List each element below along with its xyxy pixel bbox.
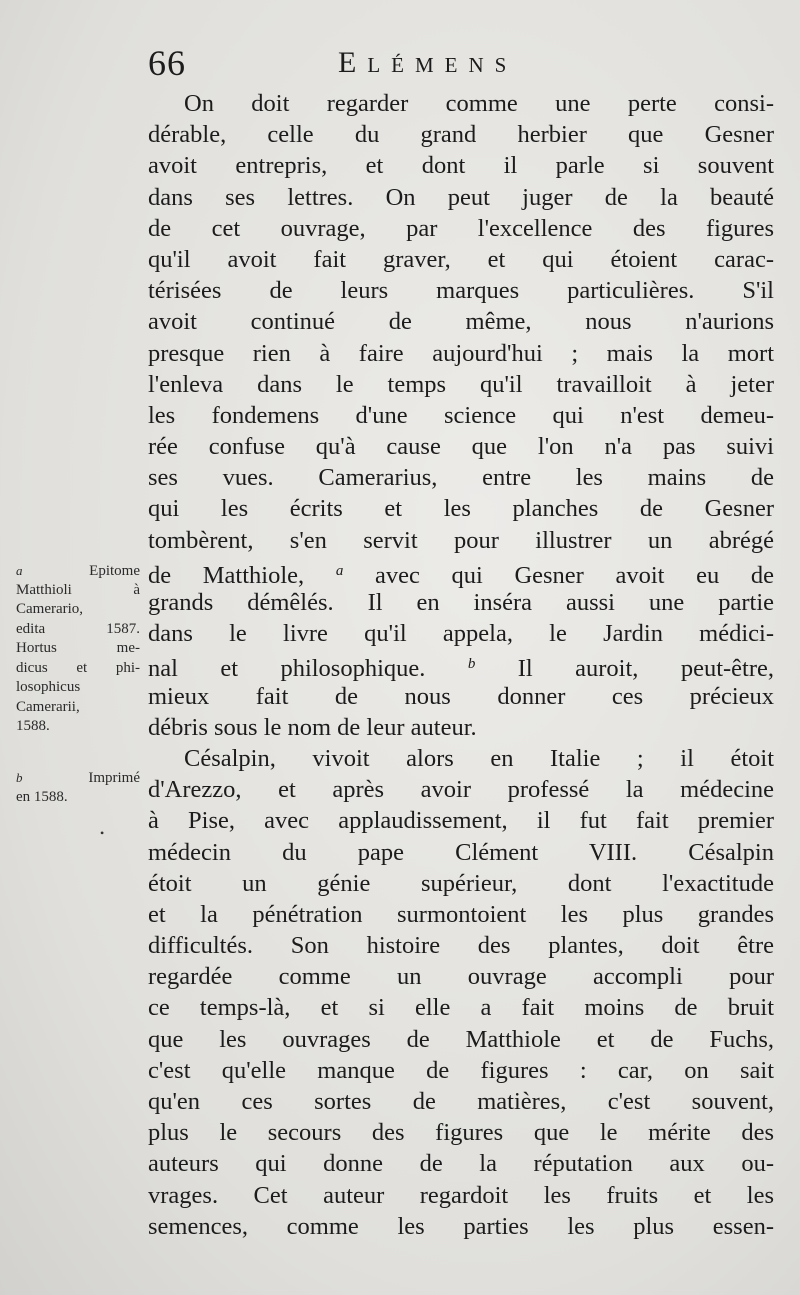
margin-note-line: Matthioli à	[16, 581, 140, 598]
margin-note-label: b	[16, 770, 23, 785]
text-line: ce temps-là, et si elle a fait moins de bruit	[148, 994, 774, 1022]
text-line: d'Arezzo, et après avoir professé la médecine	[148, 776, 774, 804]
text-line: ses vues. Camerarius, entre les mains de	[148, 464, 774, 492]
text-line: dérable, celle du grand herbier que Gesner	[148, 121, 774, 149]
text-line: que les ouvrages de Matthiole et de Fuchs,	[148, 1025, 774, 1053]
footnote-mark-a: a	[335, 562, 344, 579]
text-line: plus le secours des figures que le mérite des	[148, 1119, 774, 1147]
margin-note-b	[16, 768, 140, 807]
margin-note-text: Epitome	[89, 563, 140, 579]
text-line: étoit un génie supérieur, dont l'exactitude	[148, 869, 774, 897]
text-line: difficultés. Son histoire des plantes, doit être	[148, 932, 774, 960]
text-line: semences, comme les parties les plus essen-	[148, 1212, 774, 1240]
text-line: avoit continué de même, nous n'aurions	[148, 308, 774, 336]
running-head: Elémens	[338, 46, 518, 79]
text-line: regardée comme un ouvrage accompli pour	[148, 963, 774, 991]
text-line: qui les écrits et les planches de Gesner	[148, 495, 774, 523]
text-line: dans le livre qu'il appela, le Jardin médici-	[148, 620, 774, 648]
text-line: térisées de leurs marques particulières. S'il	[148, 277, 774, 305]
text-line: presque rien à faire aujourd'hui ; mais la mort	[148, 339, 774, 367]
margin-note-line: en 1588.	[16, 788, 68, 805]
text-line: mieux fait de nous donner ces précieux	[148, 682, 774, 710]
text-line: vrages. Cet auteur regardoit les fruits et les	[148, 1181, 774, 1209]
margin-note-line: Camerario,	[16, 601, 84, 617]
margin-note-line: Hortus me-	[16, 640, 140, 656]
text-line: rée confuse qu'à cause que l'on n'a pas suivi	[148, 433, 774, 461]
margin-note-line	[16, 768, 140, 788]
margin-note-line: Camerarii,	[16, 698, 80, 715]
text-line-with-footnote-b	[148, 649, 774, 683]
page-number: 66	[148, 43, 186, 83]
text-line: qu'en ces sortes de matières, c'est souvent,	[148, 1088, 774, 1115]
text-segment: avec qui Gesner avoit eu de	[374, 561, 775, 589]
margin-note-label: a	[16, 563, 23, 578]
text-line: dans ses lettres. On peut juger de la beauté	[148, 183, 774, 211]
margin-note-a	[16, 561, 140, 737]
margin-note-text: Imprimé	[88, 770, 140, 786]
margin-note-line: dicus et phi-	[16, 659, 140, 676]
text-line: Césalpin, vivoit alors en Italie ; il étoit	[184, 744, 774, 772]
margin-note-line: 1588.	[16, 718, 50, 734]
text-line: tombèrent, s'en servit pour illustrer un abrégé	[148, 526, 774, 554]
text-segment: nal et philosophique.	[148, 655, 426, 683]
text-line: à Pise, avec applaudissement, il fut fait premier	[148, 807, 774, 835]
text-line: débris sous le nom de leur auteur.	[148, 713, 477, 741]
text-line: grands démêlés. Il en inséra aussi une partie	[148, 589, 774, 616]
text-line: qu'il avoit fait graver, et qui étoient carac-	[148, 245, 774, 273]
text-line: c'est qu'elle manque de figures : car, on sait	[148, 1056, 774, 1084]
text-line: de cet ouvrage, par l'excellence des figures	[148, 214, 774, 242]
text-segment: de Matthiole,	[148, 561, 305, 589]
page-header	[148, 42, 788, 90]
text-line-with-footnote-a	[148, 556, 774, 587]
margin-note-line	[16, 561, 140, 581]
text-line: les fondemens d'une science qui n'est demeu-	[148, 401, 774, 429]
margin-note-line: edita 1587.	[16, 620, 140, 637]
text-line: avoit entrepris, et dont il parle si souvent	[148, 152, 774, 180]
text-line: et la pénétration surmontoient les plus grandes	[148, 900, 774, 928]
text-line: l'enleva dans le temps qu'il travailloit à jeter	[148, 370, 774, 398]
margin-note-line: losophicus	[16, 679, 81, 695]
footnote-mark-b: b	[467, 656, 476, 673]
body-text	[148, 88, 774, 1242]
text-line: On doit regarder comme une perte consi-	[184, 90, 774, 117]
text-line: médecin du pape Clément VIII. Césalpin	[148, 838, 774, 866]
text-line: auteurs qui donne de la réputation aux ou-	[148, 1150, 774, 1178]
text-segment: Il auroit, peut-être,	[517, 655, 774, 683]
ornament-mark: •	[100, 826, 105, 840]
